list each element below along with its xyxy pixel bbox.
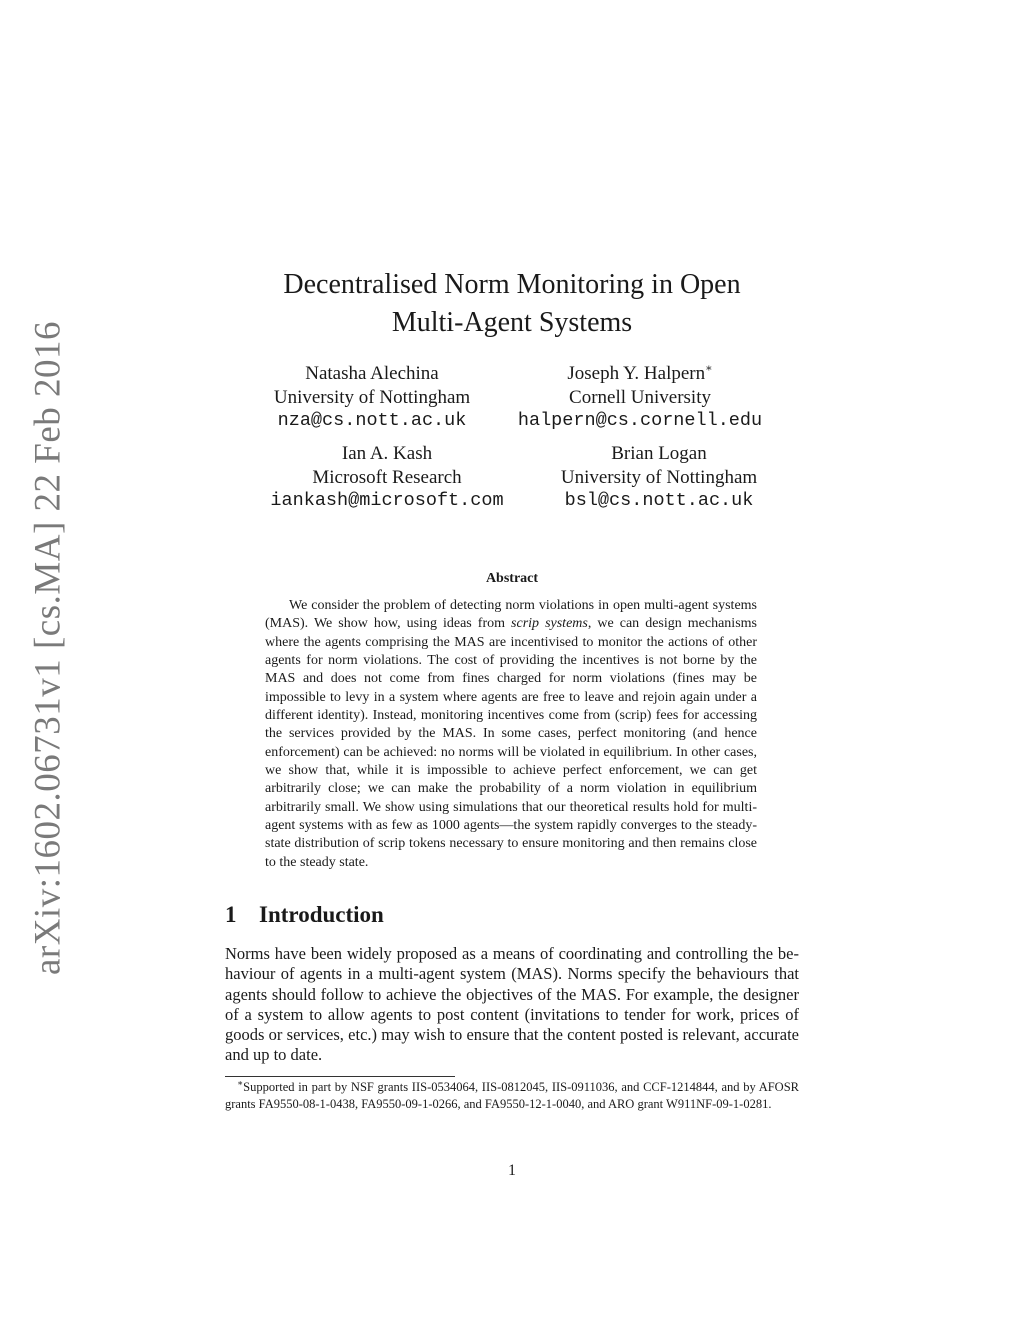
paper-title [212,266,812,342]
title-line-2: Multi-Agent Systems [391,307,633,338]
author-footnote-marker: ∗ [705,362,713,375]
title-line-1: Decentralised Norm Monitoring in Open [283,269,741,300]
author-affiliation: University of Nottingham [273,386,471,408]
footnote [225,1079,799,1112]
abstract-text-part: , we can design mechanisms where the agents comprising the MAS are incentivised to monitor the actions of other agents for norm violations. The cost of providing the incentives is not borne by the MAS and does not come from fines charged for norm violations (fines may be impossible to levy in a system where agents are free to leave and rejoin again under a different identity). Instead, monitoring incentives come from (scrip) fees for accessing the services provided by the MAS. In some cases, perfect monitoring (and hence enforcement) can be achieved: no norms will be violated in equilibrium. In other cases, we show that, while it is impossible to achieve perfect enforcement, we can get arbitrarily close; we can make the probability of a norm violation in equilibrium arbitrarily small. We show using simulations that our theoretical results hold for multi-agent systems with as few as 1000 agents—the system rapidly converges to the steady-state distribution of scrip tokens necessary to ensure monitoring and then remains close to the steady state. [265,616,757,870]
author-email: iankash@microsoft.com [270,490,504,511]
arxiv-identifier: arXiv:1602.06731v1 [cs.MA] 22 Feb 2016 [27,320,69,976]
author-name: Brian Logan [611,443,707,464]
author-name: Natasha Alechina [305,363,439,384]
abstract-text [265,597,757,872]
intro-paragraph: Norms have been widely proposed as a means of coordinating and controlling the behaviour of agents in a multi-agent system (MAS). Norms specify the behaviours that agents should follow to achieve the objectives of the MAS. For example, the designer of a system to allow agents to post content (invitations to tender for work, prices of goods or services, etc.) may wish to ensure that the content posted is relevant, accurate and up to date. [225,944,799,1065]
section-heading [225,902,384,928]
author-name: Joseph Y. Halpern [567,363,706,384]
page-number: 1 [508,1162,516,1179]
author-email: bsl@cs.nott.ac.uk [564,490,754,511]
author-affiliation: University of Nottingham [560,466,758,488]
footnote-rule [225,1076,455,1077]
author-block [237,442,537,513]
author-name-row [490,362,790,386]
author-block [227,362,517,433]
abstract-emphasis: scrip systems [511,616,588,632]
abstract-text-part: We consider the problem of detecting norm violations in open multi-agent systems (MAS). We show how, using ideas from [265,598,757,632]
footnote-marker: ∗ [237,1077,244,1088]
author-affiliation: Cornell University [569,386,711,408]
author-block [490,362,790,433]
abstract-heading: Abstract [485,571,539,586]
author-name: Ian A. Kash [341,443,433,464]
author-email: halpern@cs.cornell.edu [517,410,763,431]
footnote-text: Supported in part by NSF grants IIS-0534064, IIS-0812045, IIS-0911036, and CCF-1214844, and by AFOSR grants FA9550-08-1-0438, FA9550-09-1-0266, and FA9550-12-1-0040, and ARO grant W911NF-09-1-0281. [225,1080,799,1111]
section-number: 1 [225,902,237,927]
section-title: Introduction [259,902,384,927]
author-affiliation: Microsoft Research [312,466,462,488]
author-block [509,442,809,513]
author-email: nza@cs.nott.ac.uk [277,410,467,431]
